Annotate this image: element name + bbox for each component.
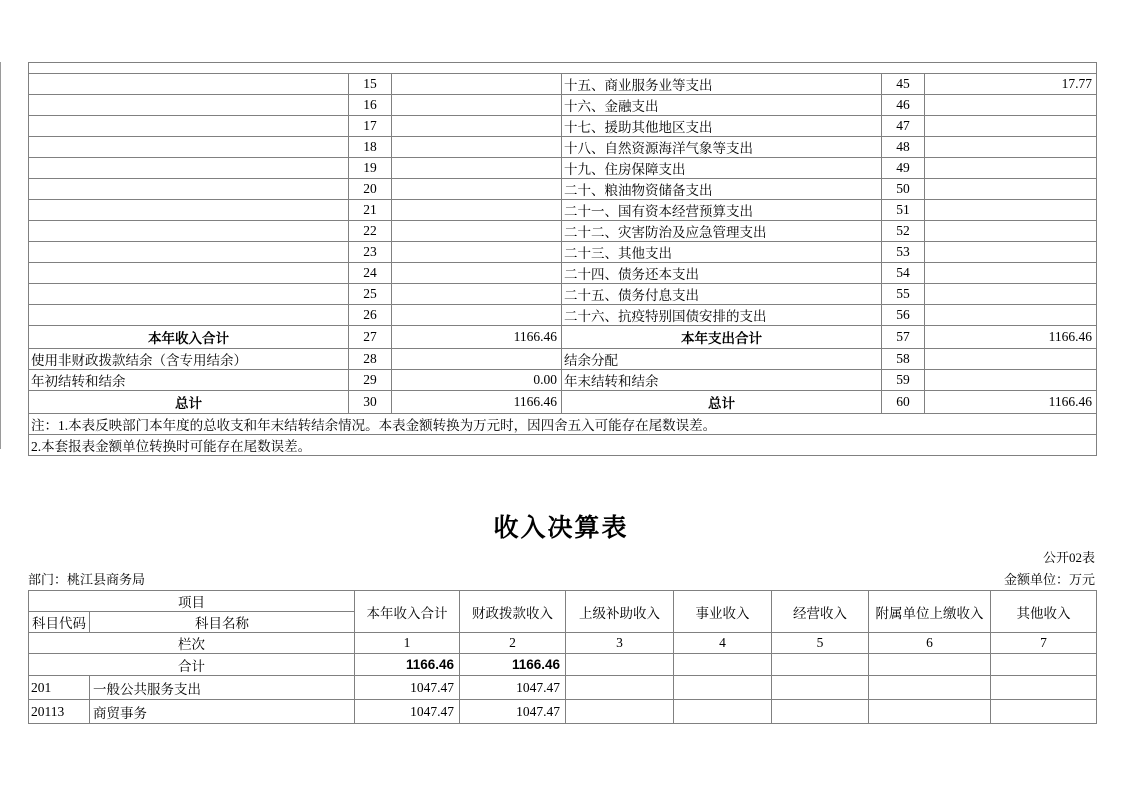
column-header-cell-7: 其他收入 [991,591,1097,633]
column-header-cell-3: 上级补助收入 [566,591,674,633]
table-row [29,242,1097,263]
left-amount-cell [392,179,562,200]
left-label-cell [29,137,349,158]
header-row-project [29,591,1097,612]
clipped-row [29,63,1097,74]
value-cell-2: 1047.47 [460,700,566,724]
right-label-cell: 本年支出合计 [562,326,882,349]
left-amount-cell [392,200,562,221]
right-amount-cell [925,221,1097,242]
value-cell-3 [566,700,674,724]
right-label-cell: 十五、商业服务业等支出 [562,74,882,95]
right-line-number-cell: 57 [882,326,925,349]
table-row [29,284,1097,305]
lanci-label-cell: 栏次 [29,633,355,654]
column-number-cell-4: 4 [674,633,772,654]
column-number-cell-5: 5 [772,633,869,654]
left-amount-cell [392,137,562,158]
clipped-cell [29,63,1097,74]
data-row [29,676,1097,700]
left-label-cell [29,305,349,326]
right-line-number-cell: 52 [882,221,925,242]
right-line-number-cell: 47 [882,116,925,137]
table-row [29,305,1097,326]
data-row [29,654,1097,676]
table-row [29,263,1097,284]
table-row [29,137,1097,158]
right-label-cell: 二十、粮油物资储备支出 [562,179,882,200]
column-number-cell-1: 1 [355,633,460,654]
left-amount-cell: 1166.46 [392,391,562,414]
value-cell-5 [772,676,869,700]
right-label-cell: 十六、金融支出 [562,95,882,116]
page-edge-line [0,62,1,449]
value-cell-1: 1166.46 [355,654,460,676]
right-line-number-cell: 55 [882,284,925,305]
note-row [29,414,1097,435]
right-label-cell: 二十一、国有资本经营预算支出 [562,200,882,221]
left-line-number-cell: 20 [349,179,392,200]
right-amount-cell: 17.77 [925,74,1097,95]
left-line-number-cell: 17 [349,116,392,137]
left-amount-cell [392,284,562,305]
right-line-number-cell: 53 [882,242,925,263]
left-line-number-cell: 16 [349,95,392,116]
left-line-number-cell: 25 [349,284,392,305]
column-number-cell-6: 6 [869,633,991,654]
right-amount-cell [925,95,1097,116]
column-header-cell-1: 本年收入合计 [355,591,460,633]
right-amount-cell: 1166.46 [925,326,1097,349]
public-table-code: 公开02表 [1042,550,1095,565]
value-cell-7 [991,676,1097,700]
left-amount-cell [392,305,562,326]
value-cell-1: 1047.47 [355,676,460,700]
left-label-cell [29,200,349,221]
column-header-cell-4: 事业收入 [674,591,772,633]
right-line-number-cell: 58 [882,349,925,370]
right-amount-cell [925,137,1097,158]
right-label-cell: 二十六、抗疫特别国债安排的支出 [562,305,882,326]
left-amount-cell [392,263,562,284]
column-number-cell-2: 2 [460,633,566,654]
left-amount-cell [392,95,562,116]
right-label-cell: 十九、住房保障支出 [562,158,882,179]
left-amount-cell [392,158,562,179]
right-label-cell: 十八、自然资源海洋气象等支出 [562,137,882,158]
note-row [29,435,1097,456]
left-line-number-cell: 28 [349,349,392,370]
right-amount-cell: 1166.46 [925,391,1097,414]
left-line-number-cell: 22 [349,221,392,242]
column-header-cell-5: 经营收入 [772,591,869,633]
right-line-number-cell: 60 [882,391,925,414]
subject-code-cell: 201 [29,676,90,700]
left-label-cell: 年初结转和结余 [29,370,349,391]
left-amount-cell [392,221,562,242]
value-cell-6 [869,700,991,724]
left-line-number-cell: 30 [349,391,392,414]
value-cell-5 [772,700,869,724]
right-amount-cell [925,116,1097,137]
left-label-cell [29,116,349,137]
right-label-cell: 二十四、债务还本支出 [562,263,882,284]
left-line-number-cell: 19 [349,158,392,179]
department-label: 部门：桃江县商务局 [28,572,146,587]
column-number-cell-3: 3 [566,633,674,654]
table-row [29,326,1097,349]
left-label-cell: 使用非财政拨款结余（含专用结余） [29,349,349,370]
left-label-cell [29,158,349,179]
table-row [29,95,1097,116]
table-row [29,391,1097,414]
right-amount-cell [925,284,1097,305]
left-label-cell: 本年收入合计 [29,326,349,349]
right-line-number-cell: 51 [882,200,925,221]
table-row [29,116,1097,137]
right-label-cell: 结余分配 [562,349,882,370]
column-header-cell-2: 财政拨款收入 [460,591,566,633]
left-line-number-cell: 18 [349,137,392,158]
table-row [29,179,1097,200]
value-cell-5 [772,654,869,676]
total-label-cell: 合计 [29,654,355,676]
value-cell-7 [991,654,1097,676]
left-line-number-cell: 26 [349,305,392,326]
right-label-cell: 二十三、其他支出 [562,242,882,263]
value-cell-4 [674,676,772,700]
left-label-cell [29,221,349,242]
left-label-cell [29,263,349,284]
left-amount-cell: 1166.46 [392,326,562,349]
left-amount-cell: 0.00 [392,370,562,391]
income-statement-table [28,590,1097,724]
left-label-cell [29,284,349,305]
right-line-number-cell: 59 [882,370,925,391]
right-amount-cell [925,200,1097,221]
left-line-number-cell: 24 [349,263,392,284]
right-line-number-cell: 50 [882,179,925,200]
value-cell-3 [566,654,674,676]
value-cell-4 [674,654,772,676]
column-number-cell-7: 7 [991,633,1097,654]
table-row [29,158,1097,179]
left-line-number-cell: 21 [349,200,392,221]
right-line-number-cell: 48 [882,137,925,158]
left-amount-cell [392,116,562,137]
note-cell-1: 注：1.本表反映部门本年度的总收支和年末结转结余情况。本表金额转换为万元时，因四舍五入可能存在尾数误差。 [29,414,1097,435]
subject-name-header-cell: 科目名称 [90,612,355,633]
right-amount-cell [925,370,1097,391]
value-cell-7 [991,700,1097,724]
table-row [29,349,1097,370]
right-line-number-cell: 56 [882,305,925,326]
right-label-cell: 十七、援助其他地区支出 [562,116,882,137]
left-label-cell [29,95,349,116]
income-table-title: 收入决算表 [493,514,629,542]
project-header-cell: 项目 [29,591,355,612]
value-cell-4 [674,700,772,724]
value-cell-6 [869,654,991,676]
subject-name-cell: 商贸事务 [90,700,355,724]
left-label-cell: 总计 [29,391,349,414]
right-amount-cell [925,158,1097,179]
value-cell-2: 1047.47 [460,676,566,700]
value-cell-3 [566,676,674,700]
header-row-column-numbers [29,633,1097,654]
note-cell-2: 2.本套报表金额单位转换时可能存在尾数误差。 [29,435,1097,456]
right-amount-cell [925,179,1097,200]
right-amount-cell [925,263,1097,284]
right-amount-cell [925,349,1097,370]
left-amount-cell [392,74,562,95]
subject-code-cell: 20113 [29,700,90,724]
right-line-number-cell: 54 [882,263,925,284]
right-label-cell: 总计 [562,391,882,414]
subject-code-header-cell: 科目代码 [29,612,90,633]
value-cell-2: 1166.46 [460,654,566,676]
left-label-cell [29,179,349,200]
right-line-number-cell: 46 [882,95,925,116]
right-line-number-cell: 49 [882,158,925,179]
left-line-number-cell: 15 [349,74,392,95]
left-amount-cell [392,242,562,263]
right-label-cell: 二十二、灾害防治及应急管理支出 [562,221,882,242]
right-label-cell: 二十五、债务付息支出 [562,284,882,305]
amount-unit-label: 金额单位：万元 [1003,572,1095,587]
table-row [29,74,1097,95]
left-label-cell [29,74,349,95]
table-row [29,370,1097,391]
balance-summary-table [28,62,1097,456]
data-row [29,700,1097,724]
value-cell-6 [869,676,991,700]
left-line-number-cell: 29 [349,370,392,391]
right-amount-cell [925,242,1097,263]
value-cell-1: 1047.47 [355,700,460,724]
right-line-number-cell: 45 [882,74,925,95]
subject-name-cell: 一般公共服务支出 [90,676,355,700]
right-amount-cell [925,305,1097,326]
left-line-number-cell: 23 [349,242,392,263]
left-label-cell [29,242,349,263]
table-row [29,221,1097,242]
left-line-number-cell: 27 [349,326,392,349]
table-row [29,200,1097,221]
right-label-cell: 年末结转和结余 [562,370,882,391]
left-amount-cell [392,349,562,370]
column-header-cell-6: 附属单位上缴收入 [869,591,991,633]
